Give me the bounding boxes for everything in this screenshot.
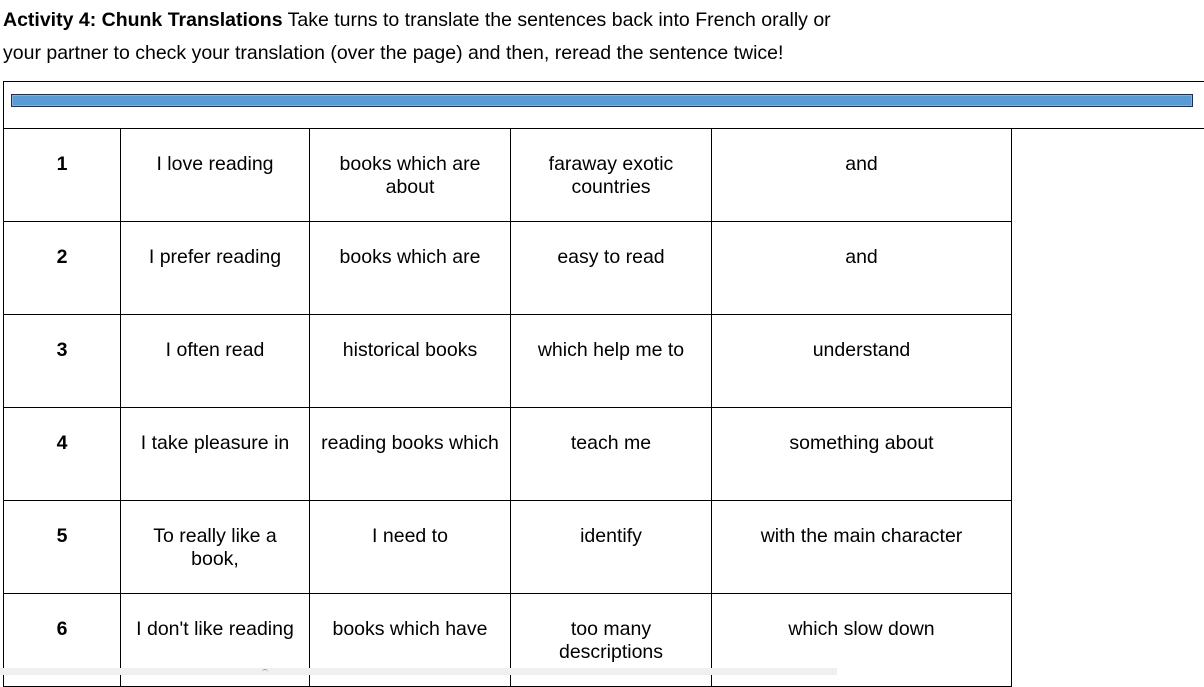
- instructions-line-2: your partner to check your translation (over the page) and then, reread the sentence twice!: [3, 42, 784, 64]
- table-cell: too many descriptions: [511, 594, 712, 687]
- activity-heading: Activity 4: Chunk Translations: [3, 9, 283, 31]
- row-number: 6: [4, 594, 121, 687]
- instructions-text-1: Take turns to translate the sentences back into French orally or: [282, 9, 831, 31]
- table-cell: teach me: [511, 408, 712, 501]
- table-cell: easy to read: [511, 222, 712, 315]
- table-cell: something about: [712, 408, 1012, 501]
- table-cell: I often read: [121, 315, 310, 408]
- chunk-translation-table: [3, 81, 1204, 687]
- table-cell: books which are about: [310, 129, 511, 222]
- table-cell: identify: [511, 501, 712, 594]
- instructions-line-1: [3, 4, 1003, 37]
- table-cell: I take pleasure in: [121, 408, 310, 501]
- table-grid: [4, 129, 1204, 687]
- row-number: 2: [4, 222, 121, 315]
- row-number: 3: [4, 315, 121, 408]
- row-number: 4: [4, 408, 121, 501]
- table-cell: I need to: [310, 501, 511, 594]
- table-cell: reading books which: [310, 408, 511, 501]
- page-gap: [0, 668, 837, 675]
- table-cell: historical books: [310, 315, 511, 408]
- table-cell: understand: [712, 315, 1012, 408]
- table-cell: To really like a book,: [121, 501, 310, 594]
- table-cell: and: [712, 222, 1012, 315]
- page-edge-mark: [262, 669, 268, 673]
- table-cell: which help me to: [511, 315, 712, 408]
- table-cell: faraway exotic countries: [511, 129, 712, 222]
- table-cell: with the main character: [712, 501, 1012, 594]
- table-cell: I don't like reading: [121, 594, 310, 687]
- table-cell: and: [712, 129, 1012, 222]
- table-cell: I prefer reading: [121, 222, 310, 315]
- table-cell: I love reading: [121, 129, 310, 222]
- row-number: 1: [4, 129, 121, 222]
- blue-banner-bar: [11, 94, 1193, 107]
- row-number: 5: [4, 501, 121, 594]
- table-cell: books which are: [310, 222, 511, 315]
- table-cell: books which have: [310, 594, 511, 687]
- table-banner-row: [4, 82, 1204, 129]
- table-cell: which slow down: [712, 594, 1012, 687]
- activity-instructions: [3, 4, 1003, 70]
